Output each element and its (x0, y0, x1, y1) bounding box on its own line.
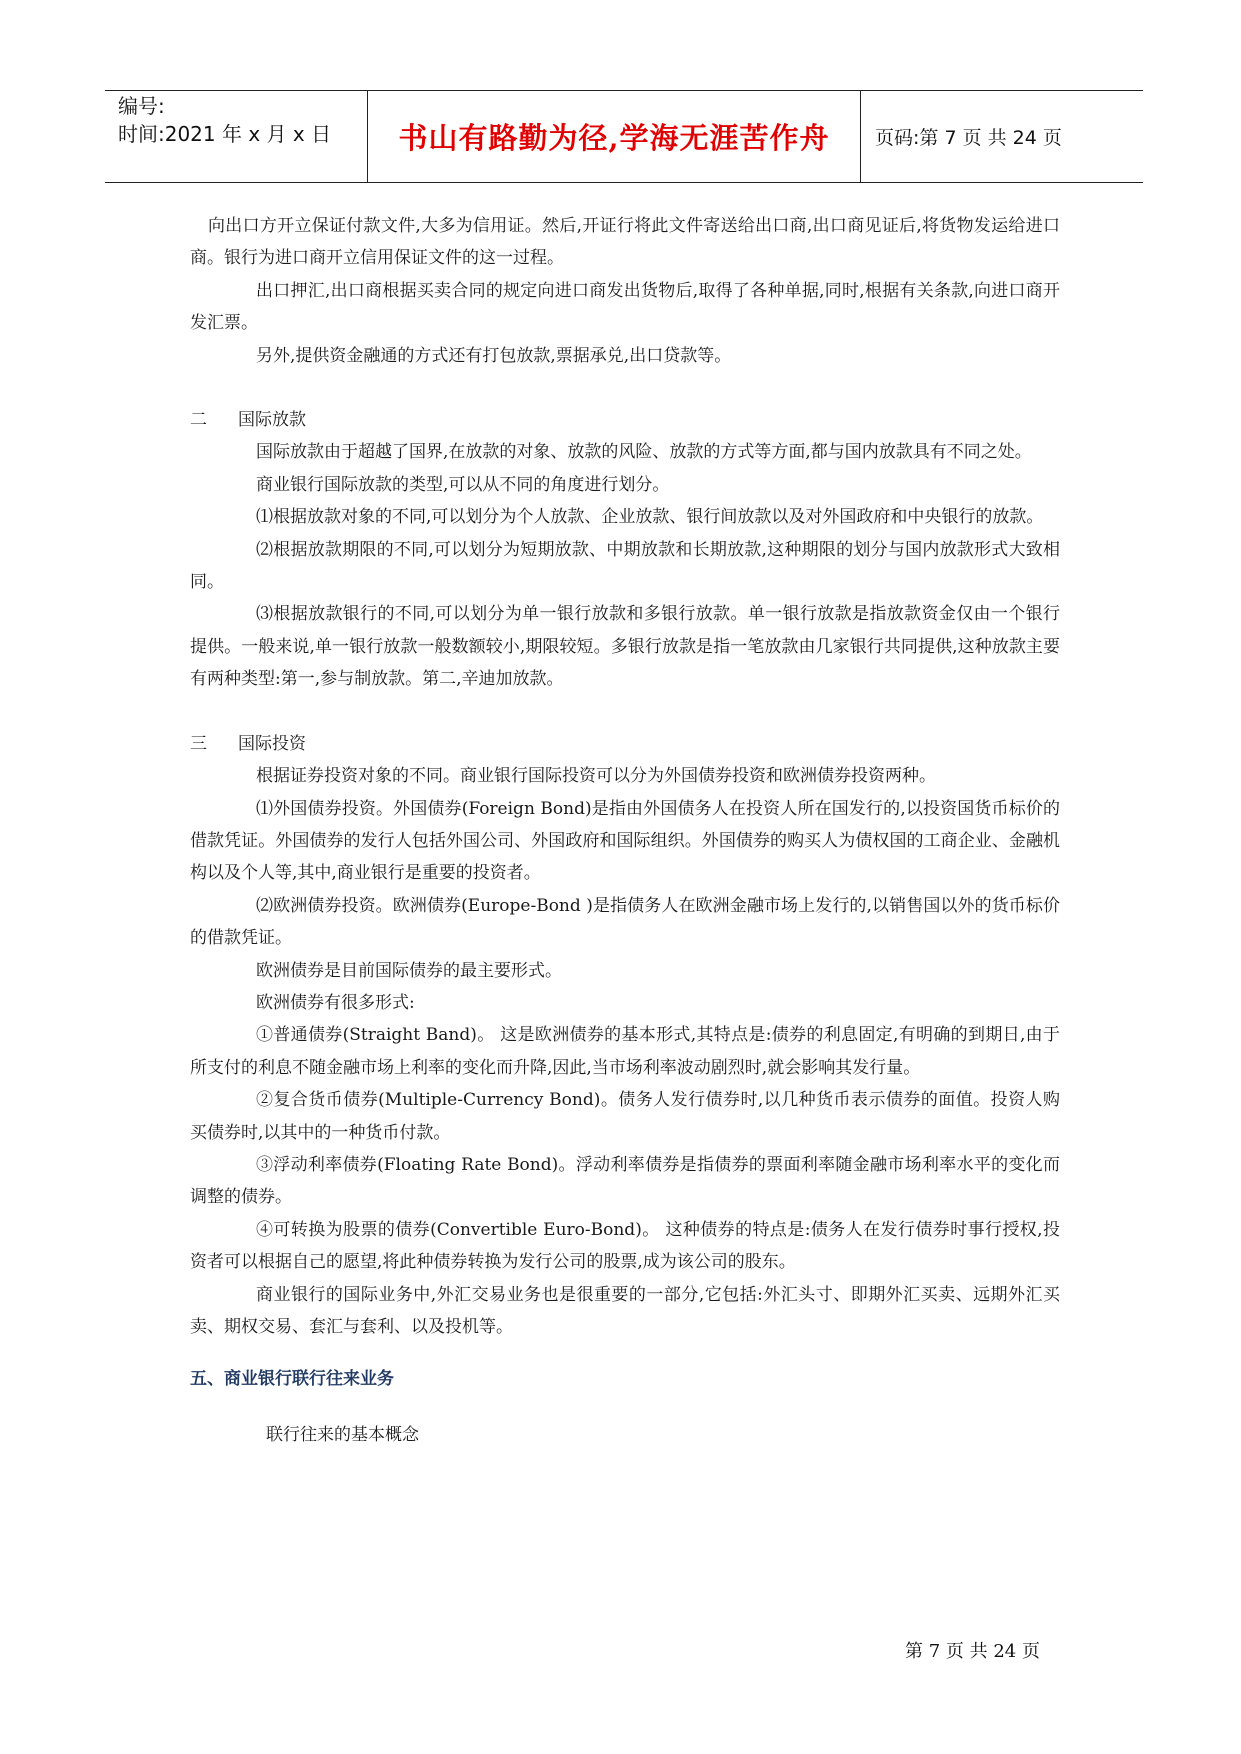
header-divider-right (860, 90, 861, 182)
section-heading-2 (190, 404, 1060, 436)
header-page-label: 页码:第 7 页 共 24 页 (875, 127, 1062, 149)
paragraph: 商业银行的国际业务中,外汇交易业务也是很重要的一部分,它包括:外汇头寸、即期外汇买卖、远期外汇买卖、期权交易、套汇与套利、以及投机等。 (190, 1284, 1060, 1337)
section-title: 国际投资 (238, 733, 306, 754)
section-title: 国际放款 (238, 410, 306, 431)
serial-label: 编号: (118, 94, 165, 118)
header-bottom-rule (105, 182, 1143, 183)
header-left-block (118, 92, 331, 148)
paragraph: ⑴根据放款对象的不同,可以划分为个人放款、企业放款、银行间放款以及对外国政府和中央银行的放款。 (256, 507, 1044, 528)
section-number: 二 (190, 410, 207, 431)
paragraph: ③浮动利率债券(Floating Rate Bond)。浮动利率债券是指债券的票面利率随金融市场利率水平的变化而调整的债券。 (190, 1154, 1060, 1208)
time-label: 时间:2021 年 x 月 x 日 (118, 122, 332, 146)
paragraph: 国际放款由于超越了国界,在放款的对象、放款的风险、放款的方式等方面,都与国内放款具有不同之处。 (256, 442, 1032, 463)
paragraph: 出口押汇,出口商根据买卖合同的规定向进口商发出货物后,取得了各种单据,同时,根据有关条款,向进口商开发汇票。 (190, 280, 1060, 334)
paragraph: ⑴外国债券投资。外国债券(Foreign Bond)是指由外国债务人在投资人所在国发行的,以投资国货币标价的借款凭证。外国债券的发行人包括外国公司、外国政府和国际组织。外国债券的购买人为债权国的工商企业、金融机构以及个人等,其中,商业银行是重要的投资者。 (190, 798, 1060, 884)
paragraph: 欧洲债券是目前国际债券的最主要形式。 (256, 960, 562, 981)
header-motto: 书山有路勤为径,学海无涯苦作舟 (398, 120, 830, 155)
section-heading-3 (190, 728, 1060, 760)
paragraph: 另外,提供资金融通的方式还有打包放款,票据承兑,出口贷款等。 (256, 345, 732, 366)
paragraph: ①普通债券(Straight Band)。 这是欧洲债券的基本形式,其特点是:债券的利息固定,有明确的到期日,由于所支付的利息不随金融市场上利率的变化而升降,因此,当市场利率波动剧烈时,就会影响其发行量。 (190, 1025, 1060, 1078)
paragraph: ⑵欧洲债券投资。欧洲债券(Europe-Bond )是指债务人在欧洲金融市场上发行的,以销售国以外的货币标价的借款凭证。 (190, 895, 1060, 949)
paragraph: 欧洲债券有很多形式: (256, 992, 415, 1013)
paragraph: ②复合货币债券(Multiple-Currency Bond)。债务人发行债券时,以几种货币表示债券的面值。投资人购买债券时,以其中的一种货币付款。 (190, 1090, 1060, 1143)
section-number: 三 (190, 733, 207, 754)
paragraph: ④可转换为股票的债券(Convertible Euro-Bond)。 这种债券的特点是:债务人在发行债券时事行授权,投资者可以根据自己的愿望,将此种债券转换为发行公司的股票,成为该公司的股东。 (190, 1219, 1060, 1273)
paragraph: 根据证券投资对象的不同。商业银行国际投资可以分为外国债券投资和欧洲债券投资两种。 (256, 766, 936, 787)
document-body (190, 210, 1060, 1451)
subheading: 联行往来的基本概念 (266, 1425, 419, 1446)
paragraph: ⑶根据放款银行的不同,可以划分为单一银行放款和多银行放款。单一银行放款是指放款资金仅由一个银行提供。一般来说,单一银行放款一般数额较小,期限较短。多银行放款是指一笔放款由几家银行共同提供,这种放款主要有两种类型:第一,参与制放款。第二,辛迪加放款。 (190, 604, 1060, 690)
paragraph: 商业银行国际放款的类型,可以从不同的角度进行划分。 (256, 474, 670, 495)
chapter-heading-5: 五、商业银行联行往来业务 (190, 1369, 394, 1390)
page-footer: 第 7 页 共 24 页 (905, 1641, 1040, 1662)
paragraph: 向出口方开立保证付款文件,大多为信用证。然后,开证行将此文件寄送给出口商,出口商见证后,将货物发运给进口商。银行为进口商开立信用保证文件的这一过程。 (190, 216, 1060, 269)
paragraph: ⑵根据放款期限的不同,可以划分为短期放款、中期放款和长期放款,这种期限的划分与国内放款形式大致相同。 (190, 539, 1060, 593)
